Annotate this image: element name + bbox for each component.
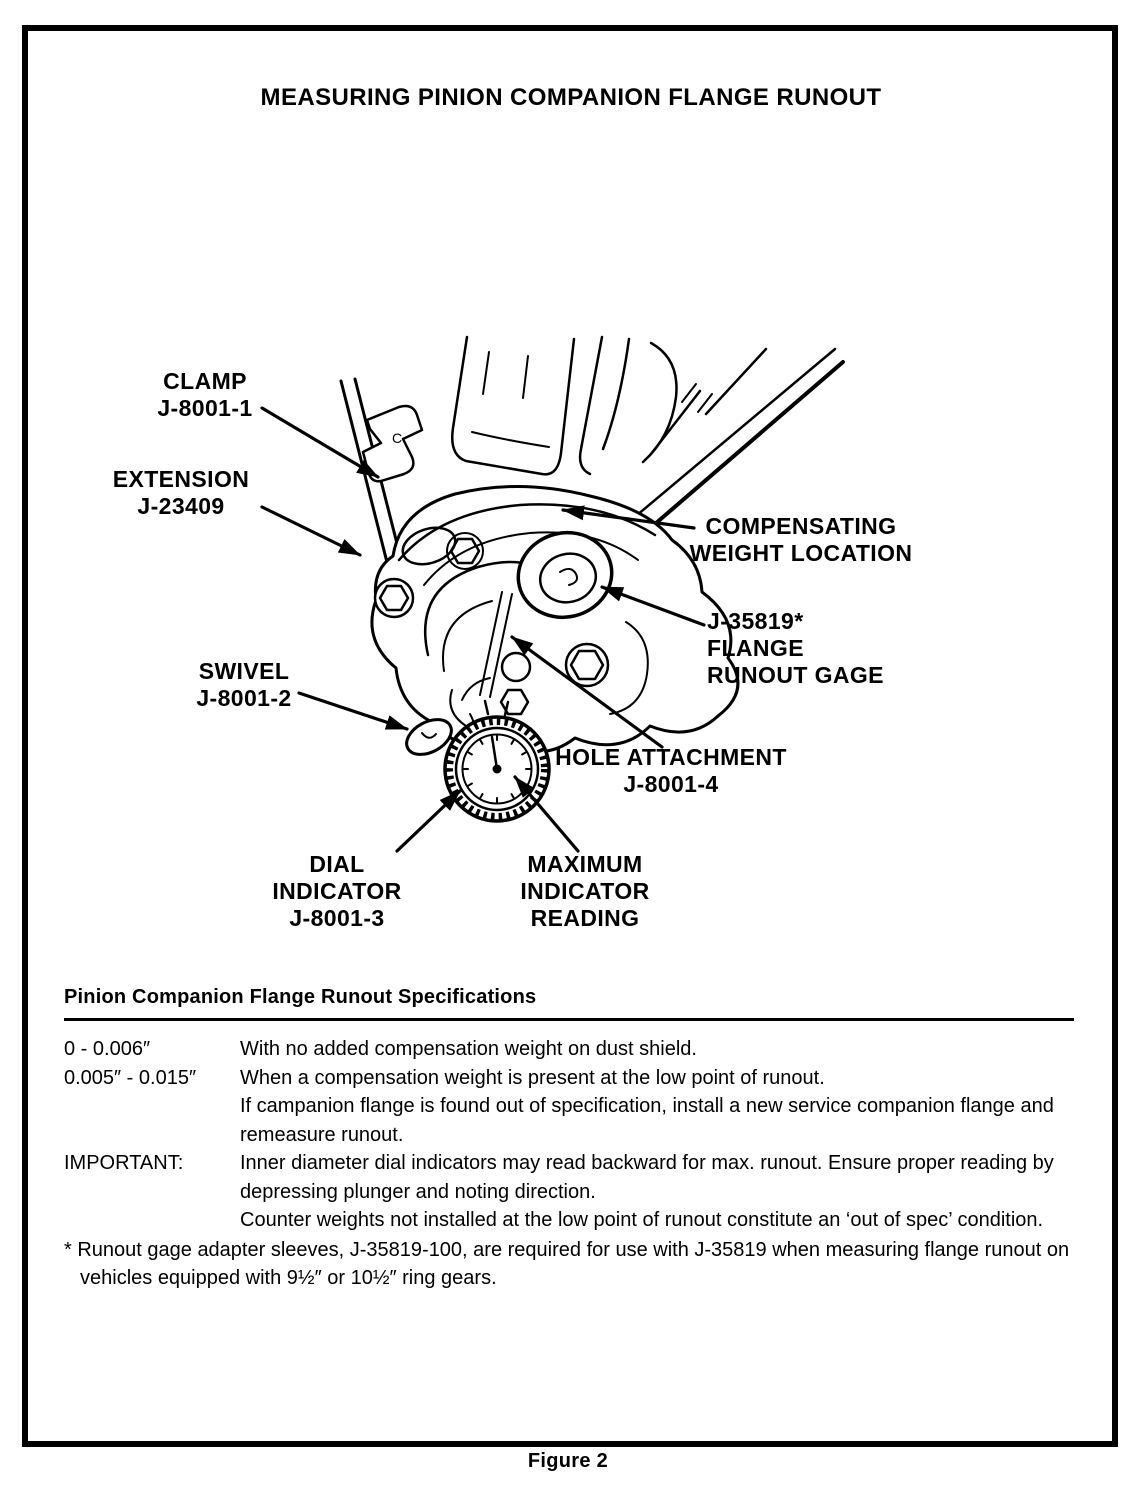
label-maximum-indicator-reading: MAXIMUM INDICATOR READING xyxy=(520,851,650,931)
label-clamp: CLAMP J-8001-1 xyxy=(157,368,253,421)
dial-indicator-leader-arrow xyxy=(397,791,460,851)
clamp-marking: C xyxy=(392,430,403,446)
specifications-heading: Pinion Companion Flange Runout Specifications xyxy=(64,986,537,1008)
page-title: MEASURING PINION COMPANION FLANGE RUNOUT xyxy=(260,84,882,111)
spec-row: If campanion flange is found out of specification, install a new service companion flange and remeasure runout. xyxy=(240,1095,1054,1146)
specifications-table xyxy=(64,1035,1074,1235)
label-flange-runout-gage: J-35819* FLANGE RUNOUT GAGE xyxy=(707,608,884,688)
spec-row: Counter weights not installed at the low point of runout constitute an ‘out of spec’ condition. xyxy=(240,1209,1044,1231)
label-compensating-weight: COMPENSATING WEIGHT LOCATION xyxy=(689,513,913,566)
spec-row: 0.005″ - 0.015″ When a compensation weight is present at the low point of runout. xyxy=(64,1066,825,1089)
specifications-section xyxy=(64,986,1074,1293)
figure-caption: Figure 2 xyxy=(527,1450,609,1472)
spec-row: 0 - 0.006″ With no added compensation weight on dust shield. xyxy=(64,1038,697,1060)
specifications-divider xyxy=(64,1018,1074,1021)
spec-row: IMPORTANT: Inner diameter dial indicators may read backward for max. runout. Ensure proper reading by depressing plunger and noting direction. xyxy=(64,1152,1054,1203)
label-extension: EXTENSION J-23409 xyxy=(112,466,250,519)
label-swivel: SWIVEL J-8001-2 xyxy=(196,658,292,711)
label-dial-indicator: DIAL INDICATOR J-8001-3 xyxy=(272,851,402,931)
footnote: * Runout gage adapter sleeves, J-35819-100, are required for use with J-35819 when measuring flange runout on vehicles equipped with 9½″ or 10½″ ring gears. xyxy=(64,1238,1070,1289)
label-hole-attachment: HOLE ATTACHMENT J-8001-4 xyxy=(555,744,787,797)
